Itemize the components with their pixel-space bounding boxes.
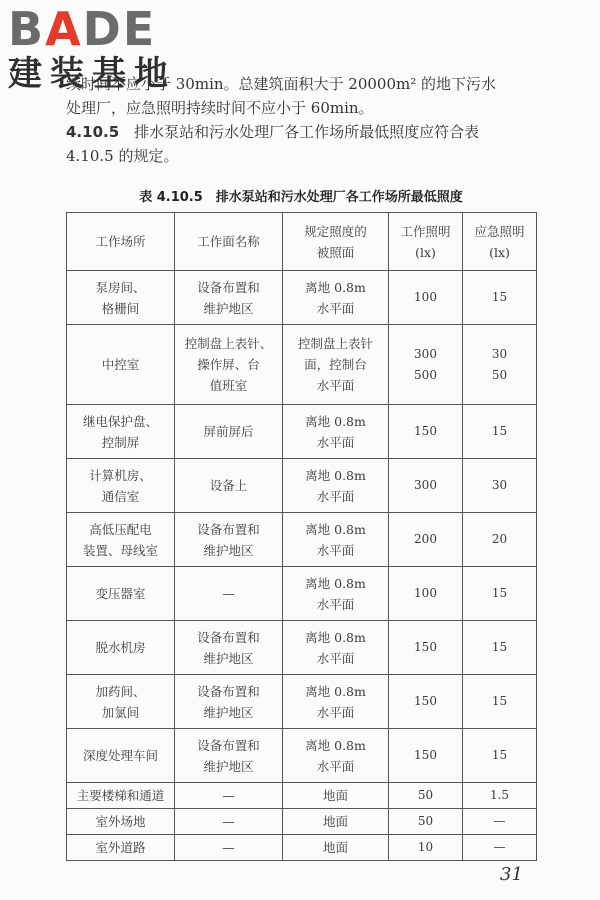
cell-work-lighting: 150 — [389, 621, 463, 675]
cell-work-lighting: 10 — [389, 835, 463, 861]
cell-emergency-lighting: 15 — [463, 405, 537, 459]
paragraph-line: 处理厂，应急照明持续时间不应小于 60min。 — [66, 99, 374, 117]
cell-surface: — — [175, 567, 283, 621]
cell-place: 主要楼梯和通道 — [67, 783, 175, 809]
cell-surface: 设备布置和 维护地区 — [175, 513, 283, 567]
cell-emergency-lighting: 15 — [463, 621, 537, 675]
cell-illuminated-surface: 离地 0.8m 水平面 — [283, 405, 389, 459]
cell-illuminated-surface: 离地 0.8m 水平面 — [283, 621, 389, 675]
header-work-lighting: 工作照明 (lx) — [389, 213, 463, 271]
cell-place: 深度处理车间 — [67, 729, 175, 783]
table-row — [67, 835, 537, 861]
paragraph-line: 续时间不应小于 30min。总建筑面积大于 20000m² 的地下污水 — [66, 75, 497, 93]
table-header-row — [67, 213, 537, 271]
cell-emergency-lighting: — — [463, 835, 537, 861]
illuminance-table — [66, 212, 537, 861]
cell-place: 中控室 — [67, 325, 175, 405]
cell-place: 泵房间、 格栅间 — [67, 271, 175, 325]
table-row — [67, 729, 537, 783]
cell-surface: 设备布置和 维护地区 — [175, 675, 283, 729]
cell-illuminated-surface: 地面 — [283, 835, 389, 861]
cell-illuminated-surface: 离地 0.8m 水平面 — [283, 567, 389, 621]
table-row — [67, 809, 537, 835]
table-row — [67, 459, 537, 513]
cell-place: 室外场地 — [67, 809, 175, 835]
logo-letter-a: A — [45, 2, 83, 56]
table-row — [67, 513, 537, 567]
header-emergency-lighting: 应急照明 (lx) — [463, 213, 537, 271]
cell-illuminated-surface: 控制盘上表针 面，控制台 水平面 — [283, 325, 389, 405]
cell-emergency-lighting: 15 — [463, 567, 537, 621]
paragraph-clause — [66, 120, 566, 168]
cell-illuminated-surface: 地面 — [283, 809, 389, 835]
table-row — [67, 675, 537, 729]
cell-illuminated-surface: 离地 0.8m 水平面 — [283, 729, 389, 783]
header-illuminated-surface: 规定照度的 被照面 — [283, 213, 389, 271]
cell-surface: 设备布置和 维护地区 — [175, 271, 283, 325]
cell-place: 变压器室 — [67, 567, 175, 621]
table-row — [67, 325, 537, 405]
cell-illuminated-surface: 离地 0.8m 水平面 — [283, 459, 389, 513]
cell-surface: — — [175, 809, 283, 835]
cell-place: 室外道路 — [67, 835, 175, 861]
cell-surface: 设备上 — [175, 459, 283, 513]
table-row — [67, 567, 537, 621]
paragraph-line: 4.10.5 的规定。 — [66, 147, 179, 165]
cell-emergency-lighting: 15 — [463, 271, 537, 325]
table-caption: 表 4.10.5 排水泵站和污水处理厂各工作场所最低照度 — [139, 190, 463, 205]
clause-text: 排水泵站和污水处理厂各工作场所最低照度应符合表 — [134, 123, 480, 141]
cell-place: 计算机房、 通信室 — [67, 459, 175, 513]
cell-work-lighting: 50 — [389, 783, 463, 809]
cell-surface: 设备布置和 维护地区 — [175, 621, 283, 675]
header-place: 工作场所 — [67, 213, 175, 271]
cell-work-lighting: 100 — [389, 271, 463, 325]
cell-surface: — — [175, 783, 283, 809]
table-body — [67, 271, 537, 861]
cell-work-lighting: 300 — [389, 459, 463, 513]
cell-illuminated-surface: 离地 0.8m 水平面 — [283, 513, 389, 567]
cell-surface: 控制盘上表针、 操作屏、台 值班室 — [175, 325, 283, 405]
cell-work-lighting: 150 — [389, 729, 463, 783]
paragraph-duration — [66, 72, 566, 120]
table-row — [67, 621, 537, 675]
cell-illuminated-surface: 地面 — [283, 783, 389, 809]
cell-illuminated-surface: 离地 0.8m 水平面 — [283, 271, 389, 325]
cell-emergency-lighting: 30 — [463, 459, 537, 513]
table-row — [67, 271, 537, 325]
logo-letters-de: DE — [82, 2, 157, 56]
cell-work-lighting: 200 — [389, 513, 463, 567]
page-number: 31 — [500, 864, 523, 885]
cell-place: 高低压配电 装置、母线室 — [67, 513, 175, 567]
cell-emergency-lighting: 30 50 — [463, 325, 537, 405]
logo-letter-b: B — [8, 2, 46, 56]
cell-surface: 设备布置和 维护地区 — [175, 729, 283, 783]
logo-wordmark — [8, 4, 178, 54]
cell-emergency-lighting: 15 — [463, 675, 537, 729]
cell-work-lighting: 300 500 — [389, 325, 463, 405]
cell-illuminated-surface: 离地 0.8m 水平面 — [283, 675, 389, 729]
cell-work-lighting: 100 — [389, 567, 463, 621]
cell-place: 加药间、 加氯间 — [67, 675, 175, 729]
paragraph-line — [66, 120, 566, 144]
cell-place: 继电保护盘、 控制屏 — [67, 405, 175, 459]
table-row — [67, 783, 537, 809]
logo-subtitle: 建装基地 — [8, 54, 176, 94]
cell-surface: 屏前屏后 — [175, 405, 283, 459]
cell-place: 脱水机房 — [67, 621, 175, 675]
cell-emergency-lighting: 15 — [463, 729, 537, 783]
cell-surface: — — [175, 835, 283, 861]
cell-emergency-lighting: 1.5 — [463, 783, 537, 809]
cell-emergency-lighting: — — [463, 809, 537, 835]
cell-work-lighting: 150 — [389, 405, 463, 459]
cell-work-lighting: 150 — [389, 675, 463, 729]
header-surface: 工作面名称 — [175, 213, 283, 271]
cell-emergency-lighting: 20 — [463, 513, 537, 567]
table-row — [67, 405, 537, 459]
clause-number: 4.10.5 — [66, 123, 120, 141]
cell-work-lighting: 50 — [389, 809, 463, 835]
